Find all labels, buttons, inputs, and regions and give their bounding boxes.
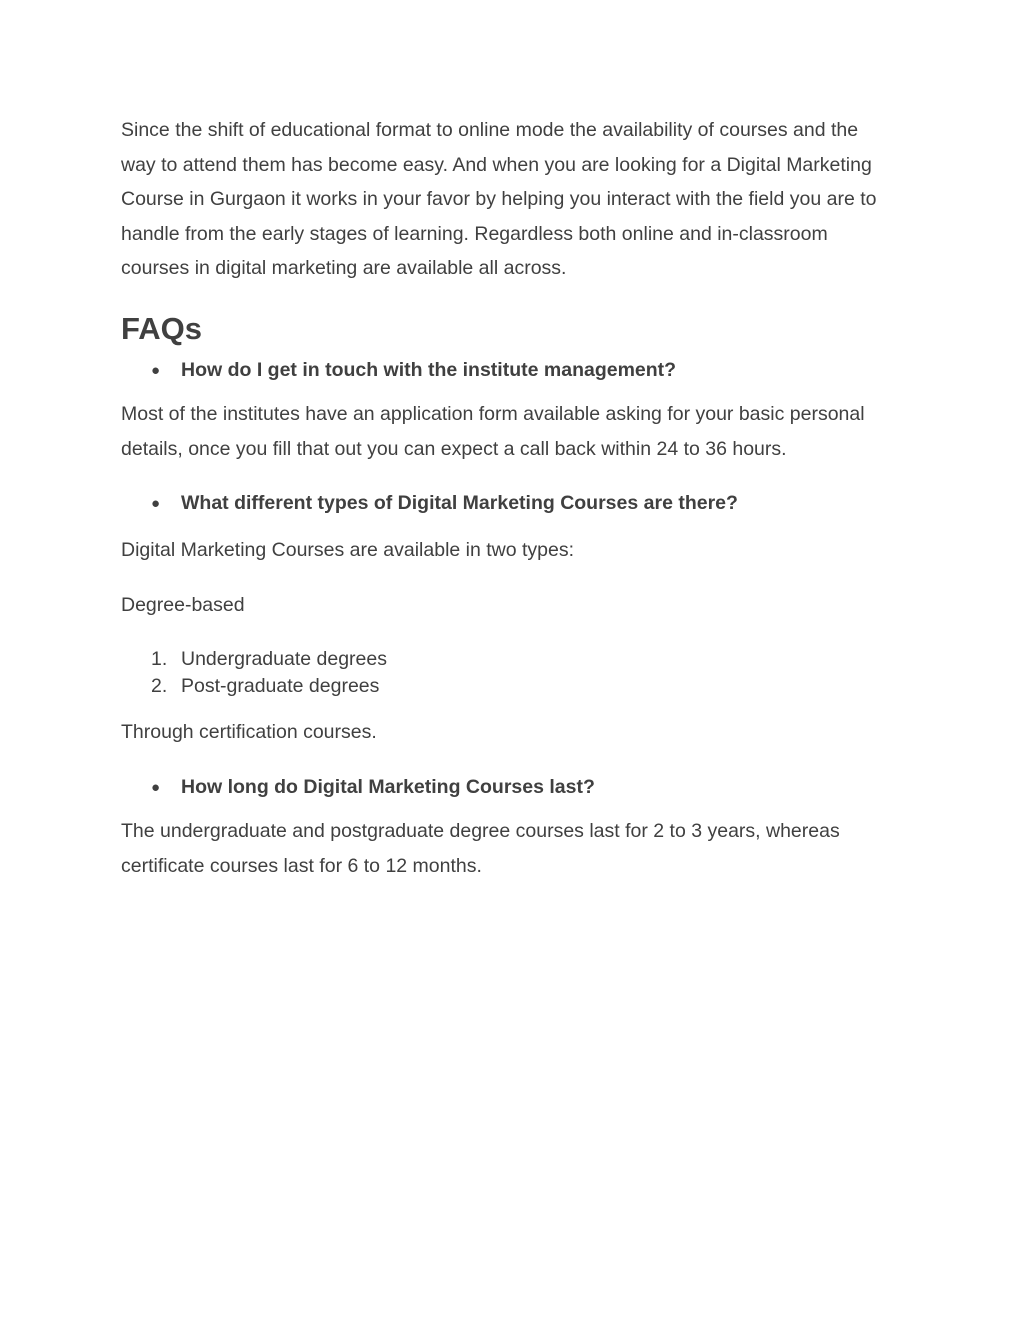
list-number: 1. — [151, 648, 168, 671]
list-item-text: Undergraduate degrees — [181, 648, 387, 671]
document-page — [121, 113, 911, 883]
faq-answer-1 — [121, 397, 911, 466]
intro-line: courses in digital marketing are available all across. — [121, 257, 567, 280]
faq-answer-3 — [121, 814, 911, 883]
faq-question-text: What different types of Digital Marketing Courses are there? — [181, 492, 738, 515]
intro-line: handle from the early stages of learning. Regardless both online and in-classroom — [121, 222, 828, 245]
intro-line: way to attend them has become easy. And when you are looking for a Digital Marketing — [121, 153, 872, 176]
degree-list — [121, 646, 911, 700]
answer-line: certificate courses last for 6 to 12 months. — [121, 854, 482, 877]
degree-list-item — [121, 646, 911, 673]
list-item-text: Post-graduate degrees — [181, 675, 380, 698]
bullet-icon: ● — [151, 779, 161, 797]
faq-question-3 — [121, 774, 911, 801]
list-number: 2. — [151, 675, 168, 698]
answer-line: details, once you fill that out you can expect a call back within 24 to 36 hours. — [121, 437, 787, 460]
faq-question-text: How long do Digital Marketing Courses last? — [181, 776, 595, 799]
degree-based-label: Degree-based — [121, 594, 245, 617]
faq-answer-2-intro: Digital Marketing Courses are available in two types: — [121, 539, 575, 562]
intro-line: Course in Gurgaon it works in your favor by helping you interact with the field you are to — [121, 188, 877, 211]
bullet-icon: ● — [151, 495, 161, 513]
bullet-icon: ● — [151, 361, 161, 379]
answer-line: Most of the institutes have an application form available asking for your basic personal — [121, 402, 865, 425]
intro-paragraph — [121, 113, 911, 286]
faq-heading: FAQs — [121, 310, 202, 346]
faq-question-text: How do I get in touch with the institute management? — [181, 358, 677, 381]
degree-list-item — [121, 673, 911, 700]
certification-text: Through certification courses. — [121, 721, 377, 744]
faq-question-2 — [121, 490, 911, 517]
intro-line: Since the shift of educational format to online mode the availability of courses and the — [121, 119, 859, 141]
answer-line: The undergraduate and postgraduate degree courses last for 2 to 3 years, whereas — [121, 820, 840, 843]
faq-question-1 — [121, 357, 911, 384]
